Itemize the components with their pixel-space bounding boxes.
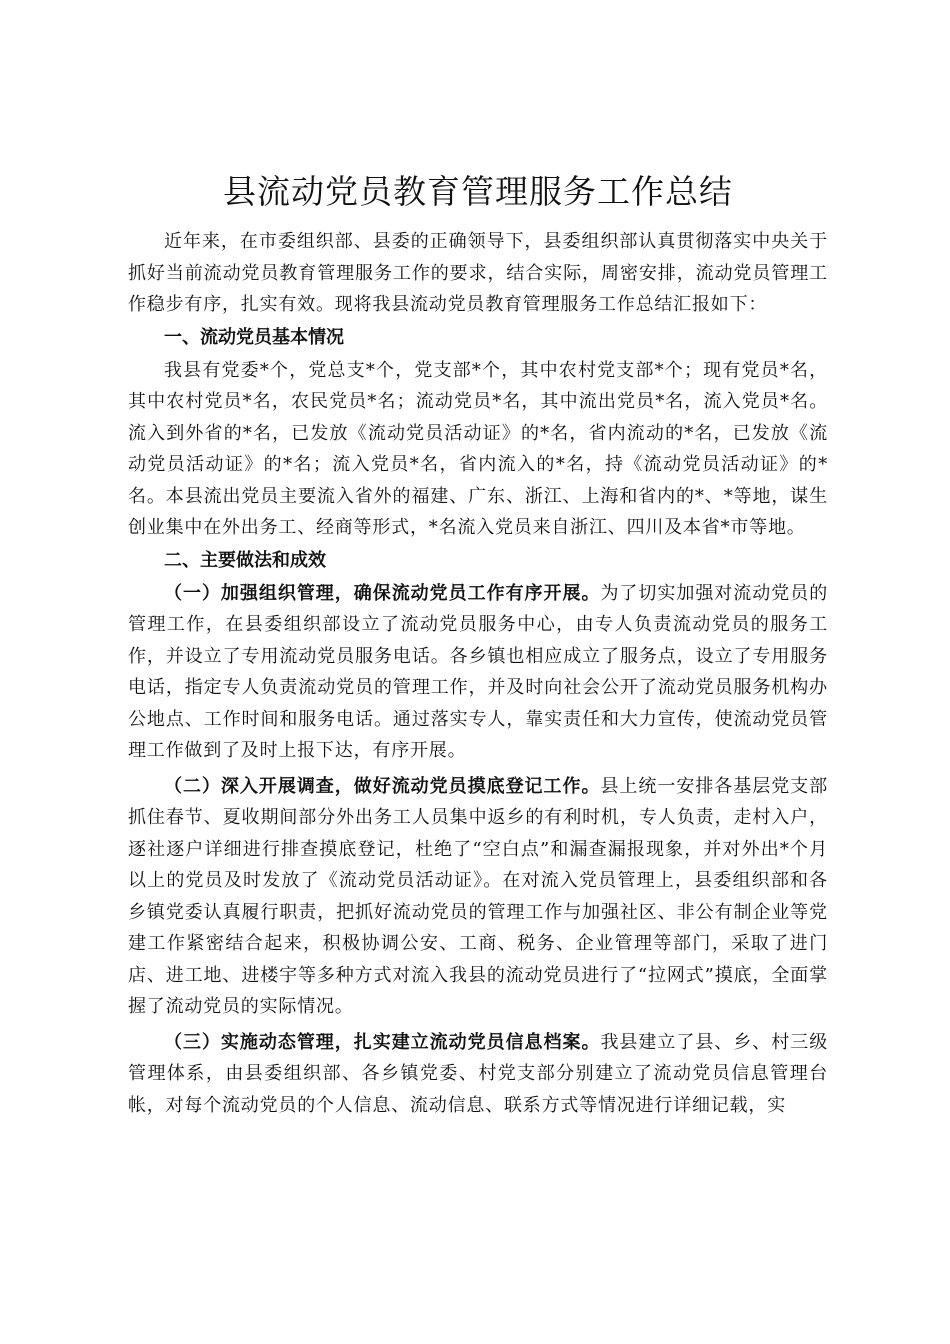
document-page <box>128 164 828 1121</box>
document-title: 县流动党员教育管理服务工作总结 <box>223 172 733 211</box>
intro-paragraph: 近年来，在市委组织部、县委的正确领导下，县委组织部认真贯彻落实中央关于抓好当前流动党员教育管理服务工作的要求，结合实际，周密安排，流动党员管理工作稳步有序，扎实有效。现将我县流动党员教育管理服务工作总结汇报如下： <box>128 231 828 315</box>
practice-lead-2: （二）深入开展调查，做好流动党员摸底登记工作。 <box>164 775 601 797</box>
section-heading-practices: 二、主要做法和成效 <box>164 549 326 571</box>
practice-body-3: 我县建立了县、乡、村三级管理体系，由县委组织部、各乡镇党委、村党支部分别建立了流动党员信息管理台帐，对每个流动党员的个人信息、流动信息、联系方式等情况进行详细记载，实 <box>128 1031 828 1116</box>
practice-paragraph-2 <box>128 771 828 1023</box>
practice-paragraph-3 <box>128 1027 828 1122</box>
practice-lead-3: （三）实施动态管理，扎实建立流动党员信息档案。 <box>164 1031 601 1053</box>
practice-lead-1: （一）加强组织管理，确保流动党员工作有序开展。 <box>164 582 601 604</box>
practice-body-1: 为了切实加强对流动党员的管理工作，在县委组织部设立了流动党员服务中心，由专人负责流动党员的服务工作，并设立了专用流动党员服务电话。各乡镇也相应成立了服务点，设立了专用服务电话，指定专人负责流动党员的管理工作，并及时向社会公开了流动党员服务机构办公地点、工作时间和服务电话。通过落实专人，靠实责任和大力宣传，使流动党员管理工作做到了及时上报下达，有序开展。 <box>128 582 828 761</box>
practice-paragraph-1 <box>128 578 828 767</box>
practice-body-2: 县上统一安排各基层党支部抓住春节、夏收期间部分外出务工人员集中返乡的有利时机，专人负责，走村入户，逐社逐户详细进行排查摸底登记，杜绝了“空白点”和漏查漏报现象，并对外出*个月以上的党员及时发放了《流动党员活动证》。在对流入党员管理上，县委组织部和各乡镇党委认真履行职责，把抓好流动党员的管理工作与加强社区、非公有制企业等党建工作紧密结合起来，积极协调公安、工商、税务、企业管理等部门，采取了进门店、进工地、进楼宇等多种方式对流入我县的流动党员进行了“拉网式”摸底，全面掌握了流动党员的实际情况。 <box>128 775 828 1017</box>
basic-situation-paragraph: 我县有党委*个，党总支*个，党支部*个，其中农村党支部*个；现有党员*名，其中农村党员*名，农民党员*名；流动党员*名，其中流出党员*名，流入党员*名。流入到外省的*名，已发放《流动党员活动证》的*名，省内流动的*名，已发放《流动党员活动证》的*名；流入党员*名，省内流入的*名，持《流动党员活动证》的*名。本县流出党员主要流入省外的福建、广东、浙江、上海和省内的*、*等地，谋生创业集中在外出务工、经商等形式，*名流入党员来自浙江、四川及本省*市等地。 <box>128 359 828 538</box>
section-heading-basic-situation: 一、流动党员基本情况 <box>164 326 344 348</box>
